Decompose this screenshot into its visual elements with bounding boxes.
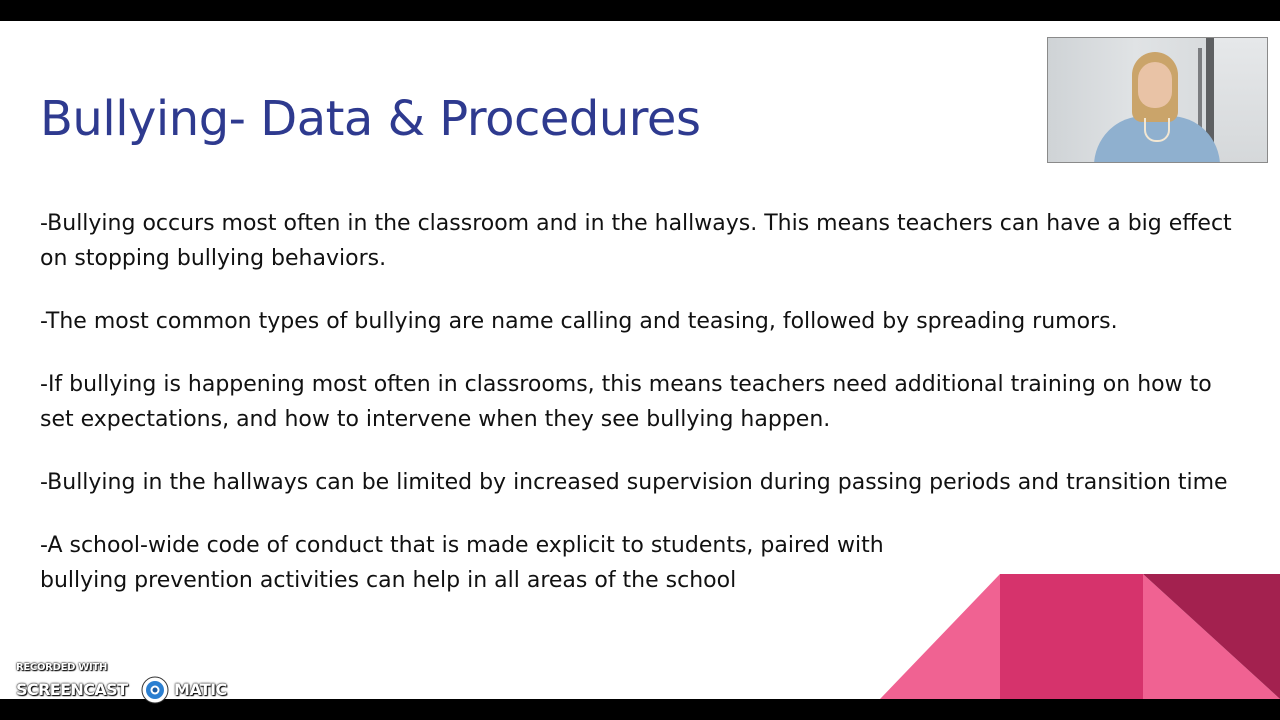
bullet-item: -Bullying occurs most often in the classroom and in the hallways. This means teachers can have a big effect on stopping bullying behaviors. bbox=[40, 211, 1232, 271]
deco-triangle-light bbox=[880, 574, 1000, 699]
deco-rect-mid bbox=[1000, 574, 1143, 699]
screencast-watermark bbox=[16, 660, 246, 700]
watermark-brand-right: MATIC bbox=[174, 680, 227, 699]
bullet-item: -If bullying is happening most often in classrooms, this means teachers need additional training on how to set expectations, and how to intervene when they see bullying happen. bbox=[40, 372, 1212, 432]
webcam-overlay bbox=[1047, 37, 1268, 163]
webcam-background bbox=[1207, 38, 1267, 162]
bullet-item: -Bullying in the hallways can be limited by increased supervision during passing periods and transition time bbox=[40, 470, 1228, 495]
screencast-logo-icon bbox=[140, 675, 170, 705]
watermark-brand-left: SCREENCAST bbox=[16, 680, 128, 699]
presenter-face bbox=[1138, 62, 1172, 108]
decorative-corner-shapes bbox=[880, 574, 1280, 699]
presentation-slide bbox=[0, 21, 1280, 699]
bullet-list bbox=[40, 206, 1240, 626]
slide-title: Bullying- Data & Procedures bbox=[40, 91, 701, 147]
watermark-recorded-with: RECORDED WITH bbox=[16, 662, 108, 673]
presenter-necklace bbox=[1144, 118, 1170, 142]
bullet-item: -A school-wide code of conduct that is made explicit to students, paired with bullying prevention activities can help in all areas of the school bbox=[40, 533, 884, 593]
bullet-item: -The most common types of bullying are name calling and teasing, followed by spreading rumors. bbox=[40, 309, 1118, 334]
